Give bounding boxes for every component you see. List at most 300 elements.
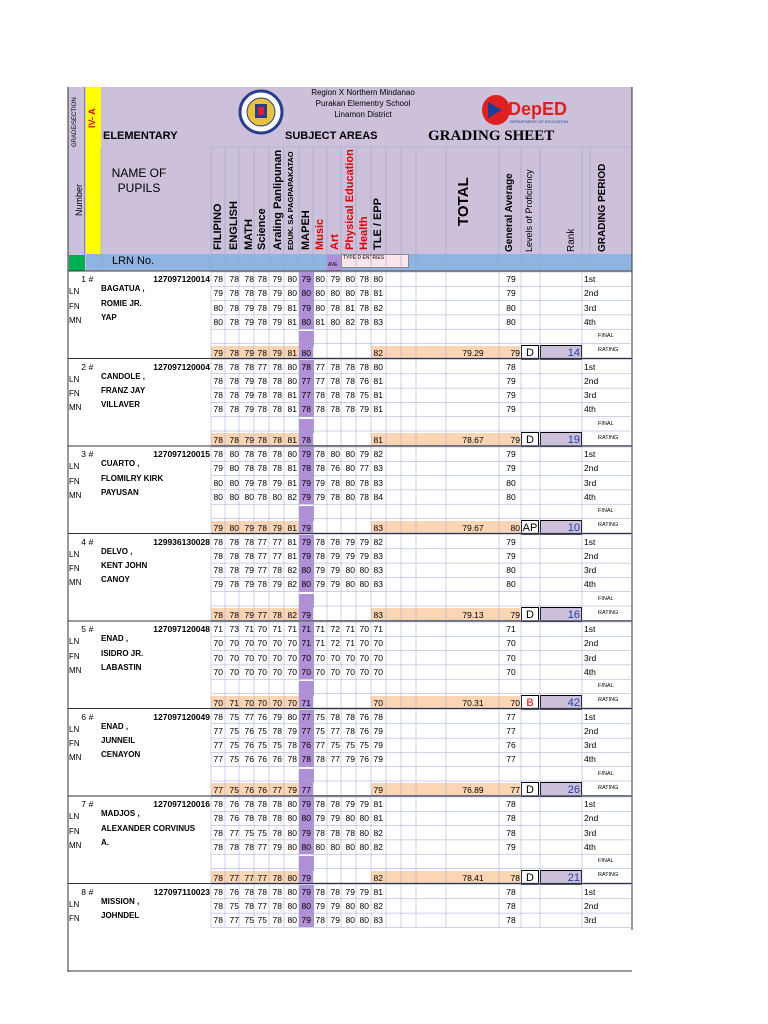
final-grade-cell: 77	[244, 872, 254, 883]
final-grade-cell: 80	[229, 522, 239, 533]
hash-mark: #	[88, 274, 94, 284]
yellow-strip	[86, 137, 101, 254]
grading-period-cell: 4th	[584, 316, 596, 327]
general-average-cell: 70	[506, 652, 516, 663]
general-average-cell: 79	[506, 404, 516, 415]
grade-cell: 79	[315, 491, 325, 502]
grade-cell: 81	[373, 288, 383, 299]
grade-cell: 79	[330, 579, 340, 590]
general-average-cell: 78	[506, 827, 516, 838]
grade-cell: 81	[287, 477, 297, 488]
grade-cell: 80	[345, 463, 355, 474]
grade-cell: 79	[345, 550, 355, 561]
rank-cell: 16	[567, 609, 580, 621]
grade-cell: 78	[229, 565, 239, 576]
grade-cell: 78	[330, 886, 340, 897]
grade-cell: 80	[213, 477, 223, 488]
grade-cell: 80	[315, 841, 325, 852]
level-of-proficiency: B	[526, 696, 534, 709]
grade-section-label: GRADE/SECTION	[72, 97, 78, 147]
summary-gap	[313, 433, 371, 446]
grading-period-cell: 2nd	[584, 725, 599, 736]
grade-cell: 83	[373, 579, 383, 590]
grade-cell: 78	[244, 886, 254, 897]
summary-gap	[313, 346, 371, 359]
number-label: Number	[74, 183, 84, 216]
grade-cell: 78	[330, 477, 340, 488]
grade-cell: 80	[287, 361, 297, 372]
grade-cell: 76	[359, 725, 369, 736]
grade-cell: 77	[257, 565, 267, 576]
final-label: FINAL	[598, 858, 614, 865]
grade-cell: 80	[244, 491, 254, 502]
final-grade-cell: 71	[301, 697, 311, 708]
student-first-name: FRANZ JAY	[101, 386, 146, 396]
grade-cell: 79	[272, 288, 282, 299]
grade-cell: 77	[229, 915, 239, 926]
final-grade-cell: 79	[244, 610, 254, 620]
final-average-cell: 70	[510, 697, 520, 708]
summary-gap	[313, 696, 371, 709]
grade-cell: 78	[330, 536, 340, 547]
grade-cell: 78	[272, 375, 282, 386]
grade-cell: 78	[272, 565, 282, 576]
general-average-cell: 80	[506, 477, 516, 488]
grade-cell: 79	[213, 579, 223, 590]
grading-period-cell: 3rd	[584, 565, 597, 576]
row-label-fn: FN	[69, 739, 80, 749]
grade-cell: 78	[229, 361, 239, 372]
grade-cell: 79	[373, 754, 383, 765]
total-cell: 78.67	[462, 435, 484, 445]
student-last-name: CANDOLE ,	[101, 371, 145, 381]
general-average-cell: 77	[506, 725, 516, 736]
grade-cell: 78	[359, 477, 369, 488]
grade-cell: 75	[229, 754, 239, 765]
row-label-fn: FN	[69, 564, 80, 574]
final-grade-cell: 79	[373, 785, 383, 795]
student-middle-name: YAP	[101, 312, 117, 322]
grade-cell: 82	[345, 316, 355, 327]
final-grade-cell: 75	[229, 785, 239, 795]
final-grade-cell: 70	[373, 697, 383, 708]
final-grade-cell: 77	[229, 872, 239, 883]
grade-cell: 80	[301, 288, 311, 299]
student-last-name: ENAD ,	[101, 634, 129, 644]
final-grade-cell: 81	[373, 435, 383, 445]
rating-label: RATING	[598, 872, 619, 879]
grade-cell: 79	[301, 799, 311, 809]
final-grade-cell: 71	[229, 697, 239, 708]
student-lrn: 127097120014	[153, 274, 210, 284]
grade-cell: 76	[257, 754, 267, 765]
grade-cell: 80	[287, 799, 297, 809]
grade-cell: 80	[287, 449, 297, 459]
grade-cell: 80	[287, 274, 297, 284]
student-number: 4	[81, 536, 86, 547]
grade-cell: 80	[272, 491, 282, 502]
grade-cell: 75	[359, 740, 369, 751]
rating-label: RATING	[598, 434, 619, 441]
final-grade-cell: 70	[272, 697, 282, 708]
grading-period-cell: 2nd	[584, 813, 599, 824]
grading-period-cell: 4th	[584, 841, 596, 852]
grade-cell: 79	[345, 536, 355, 547]
grade-cell: 79	[272, 711, 282, 722]
grade-cell: 79	[213, 288, 223, 299]
grading-period-cell: 3rd	[584, 390, 597, 401]
grade-cell: 79	[330, 900, 340, 911]
grade-cell: 81	[287, 302, 297, 313]
general-average-cell: 78	[506, 900, 516, 911]
grading-period-cell: 4th	[584, 404, 596, 415]
final-grade-cell: 70	[257, 697, 267, 708]
hash-mark: #	[88, 624, 94, 634]
grade-cell: 71	[315, 638, 325, 649]
row-label-ln: LN	[69, 462, 80, 472]
row-label-mn: MN	[69, 665, 82, 675]
rating-label: RATING	[598, 784, 619, 791]
grade-cell: 78	[229, 536, 239, 547]
grade-cell: 80	[373, 274, 383, 284]
grade-cell: 79	[330, 550, 340, 561]
grade-cell: 78	[257, 799, 267, 809]
grade-cell: 70	[272, 652, 282, 663]
grade-cell: 70	[373, 652, 383, 663]
grade-cell: 77	[257, 550, 267, 561]
student-middle-name: PAYUSAN	[101, 487, 139, 497]
row-label-ln: LN	[69, 637, 80, 647]
grade-cell: 79	[301, 274, 311, 284]
grade-cell: 78	[229, 302, 239, 313]
final-grade-cell: 78	[257, 347, 267, 358]
final-grade-cell: 70	[244, 697, 254, 708]
grade-cell: 79	[373, 740, 383, 751]
grade-cell: 78	[244, 274, 254, 284]
grade-cell: 80	[359, 579, 369, 590]
type-entries-label: TYPE D ENTRIES	[343, 255, 385, 261]
general-average-cell: 79	[506, 463, 516, 474]
grade-cell: 75	[330, 740, 340, 751]
general-average-cell: 79	[506, 536, 516, 547]
student-middle-name: A.	[101, 837, 109, 847]
grade-cell: 79	[301, 550, 311, 561]
final-grade-cell: 82	[287, 610, 297, 620]
grade-cell: 78	[257, 813, 267, 824]
grade-cell: 78	[315, 827, 325, 838]
grade-cell: 78	[244, 550, 254, 561]
student-last-name: MADJOS ,	[101, 809, 140, 819]
row-label-fn: FN	[69, 914, 80, 924]
grade-cell: 72	[330, 624, 340, 634]
final-grade-cell: 79	[301, 610, 311, 620]
grade-cell: 79	[359, 550, 369, 561]
grade-cell: 79	[315, 477, 325, 488]
grade-cell: 70	[345, 652, 355, 663]
deped-logo-icon	[480, 92, 569, 128]
grade-cell: 79	[330, 915, 340, 926]
grade-cell: 80	[345, 288, 355, 299]
grade-cell: 78	[315, 463, 325, 474]
grade-cell: 78	[373, 711, 383, 722]
student-number: 2	[81, 361, 86, 372]
grade-cell: 77	[213, 754, 223, 765]
grade-cell: 78	[244, 449, 254, 459]
grade-cell: 79	[315, 565, 325, 576]
final-grade-cell: 79	[244, 522, 254, 533]
grade-cell: 78	[272, 799, 282, 809]
grade-cell: 82	[287, 579, 297, 590]
hash-mark: #	[88, 886, 94, 897]
student-lrn: 127097120049	[153, 711, 210, 722]
rating-label: RATING	[598, 522, 619, 529]
grading-period-cell: 4th	[584, 666, 596, 677]
svg-text:DEPARTMENT OF EDUCATION: DEPARTMENT OF EDUCATION	[510, 119, 569, 124]
grade-cell: 78	[287, 754, 297, 765]
grade-cell: 77	[315, 740, 325, 751]
grade-cell: 78	[272, 900, 282, 911]
school-line-3: Linamon District	[334, 110, 392, 119]
grade-cell: 77	[301, 725, 311, 736]
final-grade-cell: 81	[287, 522, 297, 533]
final-grade-cell: 78	[229, 610, 239, 620]
final-grade-cell: 82	[373, 347, 383, 358]
grade-cell: 78	[345, 375, 355, 386]
grade-cell: 78	[229, 550, 239, 561]
grade-cell: 78	[359, 361, 369, 372]
general-average-cell: 80	[506, 302, 516, 313]
grade-cell: 78	[257, 404, 267, 415]
grade-cell: 80	[287, 900, 297, 911]
subject-areas-label: SUBJECT AREAS	[285, 130, 378, 142]
grade-cell: 79	[244, 390, 254, 401]
grade-cell: 77	[272, 550, 282, 561]
grade-cell: 70	[359, 666, 369, 677]
grade-cell: 81	[287, 550, 297, 561]
grade-cell: 81	[287, 463, 297, 474]
grade-cell: 80	[359, 813, 369, 824]
student-lrn: 127097120015	[153, 449, 210, 459]
student-last-name: DELVO ,	[101, 546, 133, 556]
student-first-name: ISIDRO JR.	[101, 648, 144, 658]
grade-cell: 80	[287, 915, 297, 926]
final-grade-cell: 76	[244, 785, 254, 795]
final-grade-cell: 78	[257, 522, 267, 533]
grade-cell: 78	[257, 463, 267, 474]
row-label-ln: LN	[69, 812, 80, 822]
grade-cell: 70	[257, 624, 267, 634]
grade-cell: 78	[359, 288, 369, 299]
student-first-name: FLOMILRY KIRK	[101, 473, 164, 483]
final-grade-cell: 79	[287, 785, 297, 795]
grade-cell: 75	[229, 900, 239, 911]
general-average-cell: 78	[506, 886, 516, 897]
grade-cell: 78	[213, 915, 223, 926]
grade-cell: 76	[301, 740, 311, 751]
grade-cell: 77	[257, 841, 267, 852]
subject-header-11: TLE / EPP	[372, 198, 384, 250]
row-label-mn: MN	[69, 315, 82, 325]
grading-period-cell: 2nd	[584, 463, 599, 474]
general-average-cell: 79	[506, 288, 516, 299]
grade-cell: 78	[330, 361, 340, 372]
grade-cell: 80	[330, 288, 340, 299]
general-average-cell: 79	[506, 449, 516, 459]
grade-cell: 84	[373, 491, 383, 502]
grade-cell: 77	[359, 463, 369, 474]
final-label: FINAL	[598, 770, 614, 777]
grade-cell: 70	[213, 666, 223, 677]
hash-mark: #	[88, 799, 94, 809]
grade-cell: 81	[373, 813, 383, 824]
grade-cell: 72	[330, 638, 340, 649]
row-label-fn: FN	[69, 651, 80, 661]
final-grade-cell: 79	[244, 347, 254, 358]
grade-cell: 79	[315, 579, 325, 590]
grade-cell: 77	[213, 725, 223, 736]
grading-period-cell: 1st	[584, 361, 596, 372]
grade-cell: 70	[287, 652, 297, 663]
rank-header: Rank	[566, 228, 577, 252]
grade-cell: 76	[330, 463, 340, 474]
grade-cell: 79	[244, 477, 254, 488]
grade-cell: 79	[272, 477, 282, 488]
student-middle-name: LABASTIN	[101, 662, 142, 672]
student-number: 8	[81, 886, 86, 897]
student-first-name: ALEXANDER CORVINUS	[101, 823, 196, 833]
grade-cell: 78	[345, 725, 355, 736]
grade-cell: 79	[345, 754, 355, 765]
grade-cell: 80	[301, 579, 311, 590]
grading-period-cell: 1st	[584, 711, 596, 722]
grade-cell: 81	[373, 799, 383, 809]
school-line-2: Purakan Elementry School	[315, 99, 411, 108]
student-lrn: 127097110023	[153, 886, 210, 897]
grade-cell: 79	[272, 579, 282, 590]
grade-cell: 79	[359, 799, 369, 809]
grade-cell: 78	[213, 390, 223, 401]
grade-cell: 78	[315, 449, 325, 459]
grade-cell: 78	[330, 375, 340, 386]
student-last-name: ENAD ,	[101, 721, 129, 731]
grade-cell: 80	[229, 491, 239, 502]
student-number: 1	[81, 274, 86, 284]
green-marker	[69, 255, 85, 271]
grade-cell: 78	[213, 375, 223, 386]
grade-cell: 80	[315, 302, 325, 313]
final-grade-cell: 79	[213, 522, 223, 533]
grade-cell: 79	[301, 477, 311, 488]
student-middle-name: VILLAVER	[101, 400, 140, 410]
subject-header-0: FILIPINO	[212, 203, 224, 250]
grade-cell: 80	[345, 813, 355, 824]
row-label-ln: LN	[69, 287, 80, 297]
hash-mark: #	[88, 361, 94, 372]
school-line-1: Region X Northern Mindanao	[311, 88, 415, 97]
final-grade-cell: 78	[301, 435, 311, 445]
row-label-fn: FN	[69, 826, 80, 836]
student-middle-name: CANOY	[101, 575, 130, 585]
final-grade-cell: 78	[257, 435, 267, 445]
subject-header-2: MATH	[243, 219, 255, 250]
grade-cell: 77	[330, 754, 340, 765]
grade-cell: 78	[345, 711, 355, 722]
grading-period-cell: 3rd	[584, 740, 597, 751]
grade-cell: 78	[229, 841, 239, 852]
final-grade-cell: 77	[213, 785, 223, 795]
grade-cell: 78	[287, 740, 297, 751]
row-label-mn: MN	[69, 840, 82, 850]
grade-cell: 78	[330, 404, 340, 415]
grade-cell: 83	[373, 550, 383, 561]
grade-cell: 78	[272, 886, 282, 897]
rank-cell: 14	[567, 346, 580, 359]
grading-period-cell: 2nd	[584, 900, 599, 911]
grade-cell: 80	[213, 316, 223, 327]
grade-cell: 78	[244, 799, 254, 809]
grade-cell: 79	[301, 536, 311, 547]
student-number: 7	[81, 799, 86, 809]
grade-cell: 70	[330, 652, 340, 663]
final-grade-cell: 76	[257, 785, 267, 795]
grade-cell: 71	[301, 638, 311, 649]
general-average-header: General Average	[504, 173, 515, 252]
grade-cell: 80	[359, 827, 369, 838]
grade-cell: 78	[229, 274, 239, 284]
grade-cell: 80	[287, 711, 297, 722]
level-of-proficiency: AP	[522, 521, 538, 534]
grade-cell: 78	[257, 316, 267, 327]
grade-cell: 78	[257, 579, 267, 590]
general-average-cell: 76	[506, 740, 516, 751]
subject-header-8: Art	[329, 234, 341, 250]
grade-cell: 82	[373, 827, 383, 838]
grade-cell: 78	[213, 565, 223, 576]
levels-header: Levels of Proficiency	[524, 169, 534, 252]
row-label-ln: LN	[69, 724, 80, 734]
student-lrn: 127097120004	[153, 361, 210, 372]
avg-label: AVE	[328, 262, 338, 268]
final-grade-cell: 78	[272, 435, 282, 445]
general-average-cell: 78	[506, 813, 516, 824]
grade-cell: 70	[315, 652, 325, 663]
grade-cell: 79	[272, 274, 282, 284]
grade-cell: 79	[301, 827, 311, 838]
grade-cell: 76	[244, 740, 254, 751]
grade-cell: 79	[301, 302, 311, 313]
grade-cell: 79	[287, 725, 297, 736]
deped-seal-icon	[231, 89, 291, 135]
grade-cell: 80	[359, 565, 369, 576]
grade-cell: 80	[287, 375, 297, 386]
grade-cell: 77	[301, 711, 311, 722]
grade-cell: 76	[229, 886, 239, 897]
grade-cell: 80	[229, 463, 239, 474]
grade-cell: 80	[301, 841, 311, 852]
grade-cell: 78	[345, 827, 355, 838]
grade-cell: 80	[359, 915, 369, 926]
grading-period-cell: 1st	[584, 536, 596, 547]
final-grade-cell: 78	[272, 610, 282, 620]
grade-cell: 78	[213, 361, 223, 372]
grade-cell: 75	[229, 725, 239, 736]
row-label-ln: LN	[69, 374, 80, 384]
grade-cell: 82	[373, 536, 383, 547]
grade-cell: 78	[257, 491, 267, 502]
grade-cell: 75	[315, 711, 325, 722]
grading-period-cell: 1st	[584, 274, 596, 284]
grade-cell: 79	[272, 841, 282, 852]
